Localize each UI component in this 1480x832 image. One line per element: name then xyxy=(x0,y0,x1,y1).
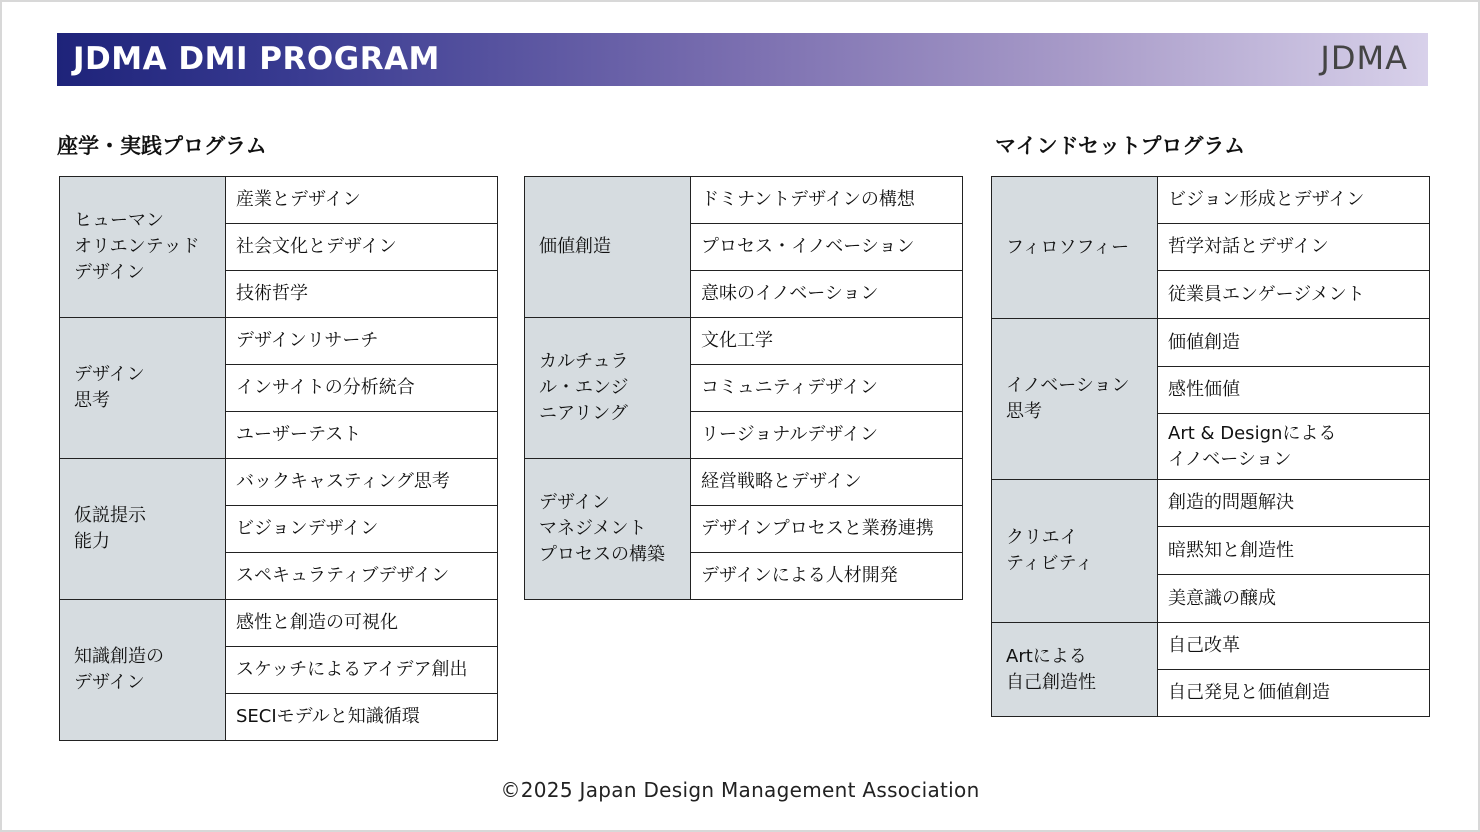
course-item-cell: 感性価値 xyxy=(1158,367,1430,414)
course-item-cell: インサイトの分析統合 xyxy=(226,365,498,412)
course-item-cell: Art & Designによる イノベーション xyxy=(1158,414,1430,480)
middle-program-table xyxy=(524,176,963,600)
category-cell: フィロソフィー xyxy=(992,177,1158,319)
course-item-cell: 従業員エンゲージメント xyxy=(1158,271,1430,319)
category-cell: カルチュラ ル・エンジ ニアリング xyxy=(525,318,691,459)
course-item-cell: スケッチによるアイデア創出 xyxy=(226,647,498,694)
practice-program-title: 座学・実践プログラム xyxy=(57,134,267,158)
course-item-cell: 哲学対話とデザイン xyxy=(1158,224,1430,271)
table-row xyxy=(525,459,963,506)
category-cell: 仮説提示 能力 xyxy=(60,459,226,600)
mindset-program-title: マインドセットプログラム xyxy=(995,134,1246,158)
course-item-cell: デザインリサーチ xyxy=(226,318,498,365)
table-row xyxy=(60,318,498,365)
course-item-cell: 社会文化とデザイン xyxy=(226,224,498,271)
table-row xyxy=(60,177,498,224)
jdma-logo: JDMA xyxy=(1320,39,1408,77)
course-item-cell: デザインによる人材開発 xyxy=(691,553,963,600)
course-item-cell: ドミナントデザインの構想 xyxy=(691,177,963,224)
course-item-cell: ビジョン形成とデザイン xyxy=(1158,177,1430,224)
course-item-cell: ユーザーテスト xyxy=(226,412,498,459)
table-row xyxy=(992,480,1430,527)
course-item-cell: リージョナルデザイン xyxy=(691,412,963,459)
copyright-footer: ©2025 Japan Design Management Association xyxy=(500,778,980,802)
category-cell: イノベーション 思考 xyxy=(992,319,1158,480)
course-item-cell: 美意識の醸成 xyxy=(1158,575,1430,623)
header-bar xyxy=(57,33,1428,86)
course-item-cell: 意味のイノベーション xyxy=(691,271,963,318)
course-item-cell: 技術哲学 xyxy=(226,271,498,318)
category-cell: 価値創造 xyxy=(525,177,691,318)
course-item-cell: 自己改革 xyxy=(1158,623,1430,670)
table-row xyxy=(525,318,963,365)
table-row xyxy=(60,459,498,506)
category-cell: Artによる 自己創造性 xyxy=(992,623,1158,717)
course-item-cell: 価値創造 xyxy=(1158,319,1430,367)
category-cell: ヒューマン オリエンテッド デザイン xyxy=(60,177,226,318)
course-item-cell: 産業とデザイン xyxy=(226,177,498,224)
course-item-cell: バックキャスティング思考 xyxy=(226,459,498,506)
course-item-cell: 創造的問題解決 xyxy=(1158,480,1430,527)
category-cell: デザイン 思考 xyxy=(60,318,226,459)
table-row xyxy=(992,319,1430,367)
course-item-cell: デザインプロセスと業務連携 xyxy=(691,506,963,553)
course-item-cell: スペキュラティブデザイン xyxy=(226,553,498,600)
course-item-cell: コミュニティデザイン xyxy=(691,365,963,412)
table-row xyxy=(992,623,1430,670)
course-item-cell: 経営戦略とデザイン xyxy=(691,459,963,506)
category-cell: 知識創造の デザイン xyxy=(60,600,226,741)
left-program-table xyxy=(59,176,498,741)
course-item-cell: 暗黙知と創造性 xyxy=(1158,527,1430,575)
course-item-cell: SECIモデルと知識循環 xyxy=(226,694,498,741)
category-cell: デザイン マネジメント プロセスの構築 xyxy=(525,459,691,600)
course-item-cell: ビジョンデザイン xyxy=(226,506,498,553)
table-row xyxy=(60,600,498,647)
mindset-program-table xyxy=(991,176,1430,717)
header-title: JDMA DMI PROGRAM xyxy=(73,41,440,77)
category-cell: クリエイ ティビティ xyxy=(992,480,1158,623)
table-row xyxy=(525,177,963,224)
course-item-cell: 感性と創造の可視化 xyxy=(226,600,498,647)
table-row xyxy=(992,177,1430,224)
course-item-cell: 自己発見と価値創造 xyxy=(1158,670,1430,717)
course-item-cell: 文化工学 xyxy=(691,318,963,365)
course-item-cell: プロセス・イノベーション xyxy=(691,224,963,271)
